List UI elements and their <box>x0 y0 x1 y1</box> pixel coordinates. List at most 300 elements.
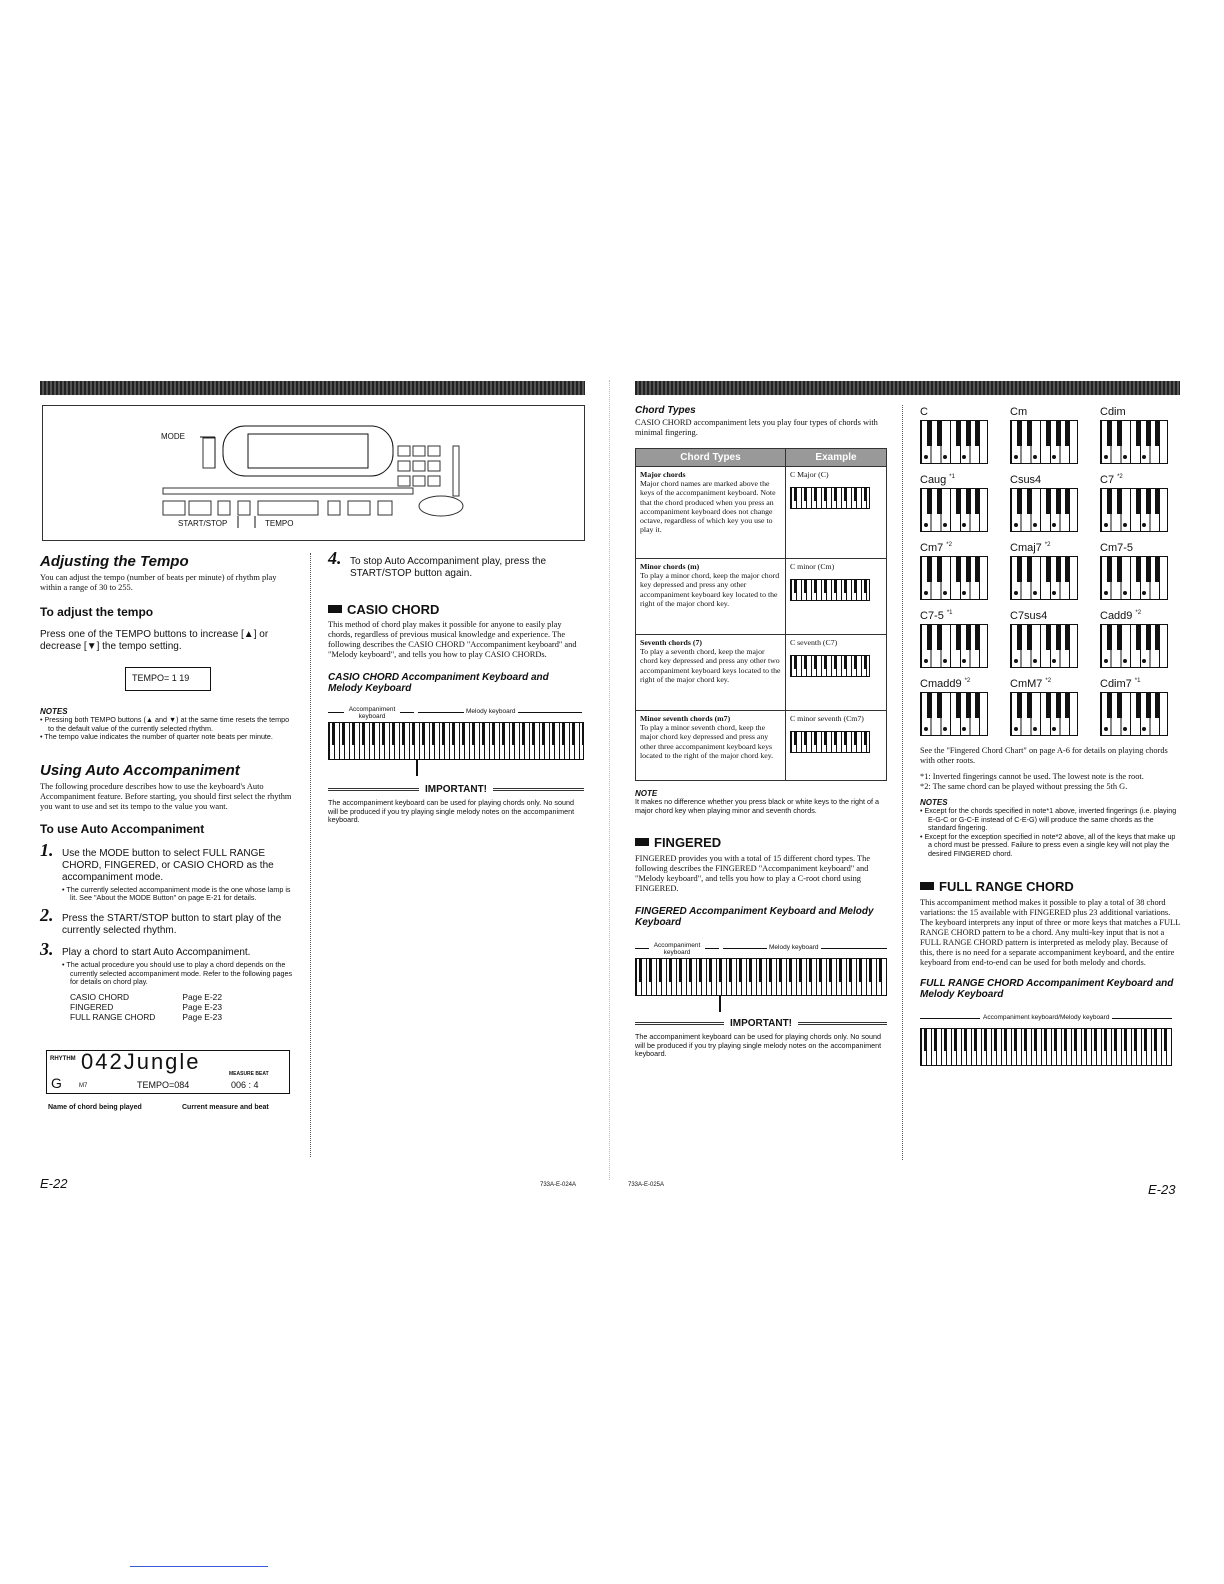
chord-name <box>920 474 1010 486</box>
black-key <box>927 625 932 650</box>
table-row <box>636 635 887 711</box>
casio-text: This method of chord play makes it possible for anyone to easily play chords, regardless of previous musical knowledge and experience. The following describes the CASIO CHORD "Accompaniment keyboard" and "Melody keyboard", and tells you how to play CASIO CHORDs. <box>328 620 577 659</box>
chord-name-text: C7sus4 <box>1010 610 1048 622</box>
left-column-divider <box>310 553 311 1157</box>
chord-name <box>920 406 1010 418</box>
ref-3-page: Page E-23 <box>182 1011 222 1022</box>
step-2-text: Press the START/STOP button to start play of the currently selected rhythm. <box>62 912 282 936</box>
black-key <box>1146 625 1151 650</box>
pressed-key-dot <box>962 727 966 731</box>
ct-row-1-name: Major chords <box>640 470 686 479</box>
black-key <box>1107 557 1112 582</box>
auto-title: Using Auto Accompaniment <box>40 761 240 779</box>
pressed-key-dot <box>1123 591 1127 595</box>
chord-name <box>920 678 1010 690</box>
page-gutter <box>609 380 610 1180</box>
chord-name <box>1100 610 1190 622</box>
black-key <box>1017 625 1022 650</box>
pressed-key-dot <box>1014 455 1018 459</box>
right-column-divider <box>902 405 903 1160</box>
ct-header-example: Example <box>786 449 887 467</box>
pressed-key-dot <box>1014 727 1018 731</box>
black-key <box>1117 557 1122 582</box>
chord-keys <box>920 420 988 464</box>
black-key <box>1065 557 1070 582</box>
right-notes <box>920 807 1180 859</box>
chord-diagram <box>920 678 1010 736</box>
pressed-key-dot <box>943 727 947 731</box>
black-key <box>1056 693 1061 718</box>
casio-range <box>328 706 584 722</box>
black-key <box>1107 421 1112 446</box>
black-key <box>966 625 971 650</box>
ref-2-name: FINGERED <box>70 1001 114 1012</box>
black-key <box>1146 693 1151 718</box>
ct-row-4-keys <box>790 731 870 753</box>
ct-row-3-keys <box>790 655 870 677</box>
step-1-text: Use the MODE button to select FULL RANGE CHORD, FINGERED, or CASIO CHORD as the accompaniment mode. <box>62 847 274 883</box>
chord-name <box>920 610 1010 622</box>
chord-name-text: Cdim <box>1100 406 1126 418</box>
black-key <box>1117 421 1122 446</box>
casio-mel-label: Melody keyboard <box>466 708 516 715</box>
pressed-key-dot <box>943 659 947 663</box>
chord-name-text: CmM7 <box>1010 678 1043 690</box>
black-key <box>1017 557 1022 582</box>
black-key <box>1117 625 1122 650</box>
chord-diagram <box>1100 610 1190 668</box>
adjust-text: Press one of the TEMPO buttons to increase [▲] or decrease [▼] the tempo setting. <box>40 629 269 652</box>
black-key <box>1117 693 1122 718</box>
chord-footnote-mark: *1 <box>1134 678 1141 685</box>
step-3-text: Play a chord to start Auto Accompaniment. <box>62 946 251 958</box>
black-key <box>975 489 980 514</box>
tempo-display-text: TEMPO= 1 19 <box>132 673 190 683</box>
pressed-key-dot <box>1014 659 1018 663</box>
chord-diagram <box>1010 542 1100 600</box>
black-key <box>937 489 942 514</box>
right-code: 733A-E-025A <box>628 1182 665 1188</box>
adjust-notes <box>40 716 296 742</box>
black-key <box>1136 693 1141 718</box>
pressed-key-dot <box>1123 727 1127 731</box>
step-3: 3. Play a chord to start Auto Accompaniment. • The actual procedure you should use to play a chord depends on the currently selected accompaniment mode. Refer to the following pages for details on chord play. CASIO CHORD Page E-22 FINGERED Page E-23 FULL RANGE CHORD Page E-23 <box>40 947 296 1022</box>
black-key <box>1046 421 1051 446</box>
black-key <box>937 421 942 446</box>
chord-grid <box>920 406 1180 736</box>
ref-2-page: Page E-23 <box>182 1001 222 1012</box>
ct-row-1-keys <box>790 487 870 509</box>
ct-row-3-ex: C seventh (C7) <box>790 638 838 647</box>
black-key <box>956 557 961 582</box>
left-column-1 <box>40 553 296 1022</box>
adjust-intro: You can adjust the tempo (number of beats per minute) of rhythm play within a range of 30 to 255. <box>40 573 277 592</box>
black-key <box>975 693 980 718</box>
chord-name <box>1010 542 1100 554</box>
ct-row-4-desc: To play a minor seventh chord, keep the major chord key depressed and press any other three accompaniment keyboard keys located to the right of the major chord key. <box>640 723 774 760</box>
adjust-title: Adjusting the Tempo <box>40 553 189 570</box>
pressed-key-dot <box>1142 523 1146 527</box>
chord-diagram <box>1100 474 1190 532</box>
black-key <box>1056 625 1061 650</box>
black-key <box>927 693 932 718</box>
pressed-key-dot <box>1104 591 1108 595</box>
panel-drawing <box>43 406 586 542</box>
lcd-m7: M7 <box>79 1083 88 1089</box>
chord-keys <box>1010 420 1078 464</box>
chord-footnote-mark: *1 <box>946 610 953 617</box>
black-key <box>1155 421 1160 446</box>
pressed-key-dot <box>1104 523 1108 527</box>
keyboard-panel-illustration <box>42 405 585 541</box>
step-1-note: • The currently selected accompaniment mode is the one whose lamp is lit. See "About the MODE Button" on page E-21 for details. <box>62 886 296 903</box>
ct-row-3-desc: To play a seventh chord, keep the major chord key depressed and press any other two accompaniment keyboard keys located to the right of the major chord key. <box>640 647 781 684</box>
black-key <box>1027 421 1032 446</box>
pressed-key-dot <box>924 727 928 731</box>
black-key <box>1056 489 1061 514</box>
pressed-key-dot <box>1052 727 1056 731</box>
chord-name <box>1010 474 1100 486</box>
lcd-measure-label: MEASURE BEAT <box>229 1071 269 1077</box>
left-column-2 <box>328 548 584 825</box>
chord-name-text: Cm7-5 <box>1100 542 1134 554</box>
ct-header-types: Chord Types <box>636 449 786 467</box>
chord-types-table <box>635 448 887 781</box>
pressed-key-dot <box>962 659 966 663</box>
fingered-important <box>635 1018 887 1029</box>
chord-diagram <box>1010 610 1100 668</box>
full-range-label: Accompaniment keyboard/Melody keyboard <box>980 1014 1112 1021</box>
black-key <box>975 421 980 446</box>
chord-footnote-mark: *2 <box>946 542 952 549</box>
casio-sub: CASIO CHORD Accompaniment Keyboard and Melody Keyboard <box>328 672 549 694</box>
chord-name <box>1100 406 1190 418</box>
black-key <box>966 489 971 514</box>
fingered-text: FINGERED provides you with a total of 15 different chord types. The following describes the FINGERED "Accompaniment keyboard" and "Melody keyboard", and tells you how to play a C-root chord using FINGERED. <box>635 854 871 894</box>
pressed-key-dot <box>1104 659 1108 663</box>
pressed-key-dot <box>1052 455 1056 459</box>
bottom-link-line <box>130 1566 268 1567</box>
table-row <box>636 559 887 635</box>
ct-note-title: NOTE <box>635 789 658 798</box>
ct-row-3-name: Seventh chords (7) <box>640 638 702 647</box>
footnote-2: *2: The same chord can be played without pressing the 5th G. <box>920 782 1128 791</box>
chord-name-text: Cm <box>1010 406 1028 418</box>
table-row <box>636 467 887 559</box>
chord-diagram <box>920 542 1010 600</box>
chord-footnote-mark: *2 <box>1135 610 1142 617</box>
black-key <box>1046 693 1051 718</box>
step-4-text: To stop Auto Accompaniment play, press the START/STOP button again. <box>350 556 547 579</box>
casio-important-title: IMPORTANT! <box>424 784 488 795</box>
chord-diagram <box>1100 542 1190 600</box>
right-notes-title: NOTES <box>920 798 948 807</box>
ct-row-4-name: Minor seventh chords (m7) <box>640 714 731 723</box>
black-key <box>1107 625 1112 650</box>
right-note-2: • Except for the exception specified in note*2 above, all of the keys that make up a chord must be pressed. Failure to press even a single key will not play the desired FINGERED chord. <box>920 833 1180 859</box>
ref-1-page: Page E-22 <box>182 991 222 1002</box>
casio-acc-label: Accompaniment keyboard <box>344 706 400 720</box>
pressed-key-dot <box>1142 659 1146 663</box>
black-key <box>937 625 942 650</box>
right-header-bar <box>635 381 1180 395</box>
pressed-key-dot <box>1014 591 1018 595</box>
right-column-2 <box>920 406 1180 1066</box>
ref-1-name: CASIO CHORD <box>70 991 130 1002</box>
pressed-key-dot <box>943 591 947 595</box>
chord-keys <box>920 556 988 600</box>
pressed-key-dot <box>924 455 928 459</box>
chord-footnote-mark: *2 <box>964 678 971 685</box>
chord-name-text: C <box>920 406 928 418</box>
pressed-key-dot <box>924 523 928 527</box>
chord-name-text: Csus4 <box>1010 474 1042 486</box>
pressed-key-dot <box>1033 659 1037 663</box>
fingered-mel-label: Melody keyboard <box>769 944 819 952</box>
chord-keys <box>1100 692 1168 736</box>
step-3-note: • The actual procedure you should use to play a chord depends on the currently selected accompaniment mode. Refer to the following pages for details on chord play. <box>62 961 296 987</box>
black-key <box>927 557 932 582</box>
chord-name <box>1010 406 1100 418</box>
chord-name <box>1100 542 1190 554</box>
black-key <box>1107 489 1112 514</box>
black-key <box>1146 421 1151 446</box>
left-page-number: E-22 <box>40 1176 68 1191</box>
black-key <box>966 557 971 582</box>
pressed-key-dot <box>1142 727 1146 731</box>
ct-row-4-ex: C minor seventh (Cm7) <box>790 714 864 723</box>
ct-row-2-keys <box>790 579 870 601</box>
casio-title: CASIO CHORD <box>328 602 584 617</box>
ref-list <box>62 992 222 1022</box>
step-4: 4. To stop Auto Accompaniment play, press the START/STOP button again. <box>328 548 547 579</box>
fingered-imp-text: The accompaniment keyboard can be used for playing chords only. No sound will be produced if you try playing single melody notes on the accompaniment keyboard. <box>635 1032 882 1059</box>
chord-keys <box>1010 556 1078 600</box>
pressed-key-dot <box>1014 523 1018 527</box>
chord-diagram <box>920 610 1010 668</box>
black-key <box>937 557 942 582</box>
casio-keyboard <box>328 722 584 760</box>
pressed-key-dot <box>1123 523 1127 527</box>
pressed-key-dot <box>962 523 966 527</box>
auto-intro: The following procedure describes how to use the keyboard's Auto Accompaniment feature. Before starting, you should first select the rhythm you want to use and set its tempo to the value you want. <box>40 781 292 811</box>
pressed-key-dot <box>1142 591 1146 595</box>
chord-name <box>920 542 1010 554</box>
black-key <box>927 421 932 446</box>
chord-name-text: C7-5 <box>920 610 944 622</box>
ct-row-1-desc: Major chord names are marked above the keys of the accompaniment keyboard. Note that the chord produced when you press an accompaniment keyboard does not change octave, regardless of which key you use to play it. <box>640 479 776 535</box>
pressed-key-dot <box>1123 659 1127 663</box>
pressed-key-dot <box>962 455 966 459</box>
tempo-label: TEMPO <box>265 519 294 528</box>
chord-footnote-mark: *2 <box>1045 678 1052 685</box>
black-key <box>1027 693 1032 718</box>
chord-keys <box>1010 624 1078 668</box>
black-key <box>1136 421 1141 446</box>
pressed-key-dot <box>943 523 947 527</box>
step-2: 2. Press the START/STOP button to start play of the currently selected rhythm. <box>40 904 282 936</box>
rhythm-lcd <box>46 1050 290 1094</box>
black-key <box>1056 421 1061 446</box>
chord-keys <box>920 692 988 736</box>
black-key <box>1017 693 1022 718</box>
pressed-key-dot <box>1052 659 1056 663</box>
black-key <box>1146 489 1151 514</box>
chord-name <box>1010 610 1100 622</box>
chord-name-text: C7 <box>1100 474 1115 486</box>
black-key <box>956 421 961 446</box>
pressed-key-dot <box>1033 727 1037 731</box>
chord-name-text: Cmaj7 <box>1010 542 1042 554</box>
chord-name-text: Cdim7 <box>1100 678 1132 690</box>
black-key <box>1155 557 1160 582</box>
black-key <box>1065 693 1070 718</box>
fingered-important-title: IMPORTANT! <box>729 1018 793 1030</box>
chord-diagram <box>1010 678 1100 736</box>
lcd-measure-beat: 006 : 4 <box>231 1080 259 1090</box>
black-key <box>975 625 980 650</box>
ct-row-2-ex: C minor (Cm) <box>790 562 835 571</box>
pressed-key-dot <box>1033 523 1037 527</box>
ct-row-2-name: Minor chords (m) <box>640 562 700 571</box>
chord-diagram <box>920 406 1010 464</box>
pressed-key-dot <box>1052 523 1056 527</box>
adjust-notes-title: NOTES <box>40 707 68 716</box>
caption-chord-name: Name of chord being played <box>48 1104 142 1111</box>
black-key <box>1027 489 1032 514</box>
chord-diagram <box>920 474 1010 532</box>
black-key <box>1046 489 1051 514</box>
pressed-key-dot <box>1052 591 1056 595</box>
black-key <box>966 693 971 718</box>
chord-name-text: Caug <box>920 474 947 486</box>
black-key <box>1107 693 1112 718</box>
adjust-note-1: • Pressing both TEMPO buttons (▲ and ▼) at the same time resets the tempo to the default value of the currently selected rhythm. <box>40 716 296 733</box>
pressed-key-dot <box>924 659 928 663</box>
black-key <box>1056 557 1061 582</box>
right-column-1 <box>635 405 887 1059</box>
full-keyboard <box>920 1028 1172 1066</box>
chord-name <box>1100 474 1190 486</box>
black-key <box>1155 625 1160 650</box>
lcd-main-text: 042Jungle <box>81 1049 201 1074</box>
black-key <box>1065 489 1070 514</box>
full-text: This accompaniment method makes it possible to play a total of 38 chord variations: the 15 available with FINGERED plus 23 additional variations. The keyboard interprets any input of three or more keys that matches a FULL RANGE CHORD pattern to be a chord. Any multi-key input that is not a FULL RANGE CHORD pattern is interpreted as melody play. Because of this, there is no need for a separate accompaniment keyboard, and the entire keyboard from end-to-end can be used for both melody and chords. <box>920 897 1180 967</box>
fingered-acc-label: Accompaniment keyboard <box>649 942 705 956</box>
black-key <box>956 625 961 650</box>
auto-sub: To use Auto Accompaniment <box>40 821 205 836</box>
chord-keys <box>1010 488 1078 532</box>
chord-keys <box>1010 692 1078 736</box>
pressed-key-dot <box>1142 455 1146 459</box>
pressed-key-dot <box>1104 727 1108 731</box>
fingered-range <box>635 942 887 958</box>
fingered-split <box>719 996 887 1012</box>
black-key <box>1136 557 1141 582</box>
chord-name-text: Cm7 <box>920 542 944 554</box>
black-key <box>927 489 932 514</box>
black-key <box>1155 489 1160 514</box>
left-header-bar <box>40 381 585 395</box>
step-1: 1. Use the MODE button to select FULL RANGE CHORD, FINGERED, or CASIO CHORD as the accompaniment mode. • The currently selected accompaniment mode is the one whose lamp is lit. See "About the MODE Button" on page E-21 for details. <box>40 848 296 903</box>
chord-name-text: Cadd9 <box>1100 610 1133 622</box>
black-key <box>1146 557 1151 582</box>
black-key <box>956 489 961 514</box>
fingered-title: FINGERED <box>635 835 887 850</box>
chord-keys <box>1100 420 1168 464</box>
ref-3-name: FULL RANGE CHORD <box>70 1011 156 1022</box>
chord-diagram <box>1100 406 1190 464</box>
left-code: 733A-E-024A <box>540 1182 577 1188</box>
tempo-display <box>125 667 211 691</box>
chord-keys <box>920 624 988 668</box>
black-key <box>1027 557 1032 582</box>
pressed-key-dot <box>1104 455 1108 459</box>
chord-types-intro: CASIO CHORD accompaniment lets you play four types of chords with minimal fingering. <box>635 418 878 437</box>
black-key <box>1155 693 1160 718</box>
chord-keys <box>920 488 988 532</box>
fingered-sub: FINGERED Accompaniment Keyboard and Melody Keyboard <box>635 906 874 929</box>
chord-diagram <box>1100 678 1190 736</box>
footnote-1: *1: Inverted fingerings cannot be used. The lowest note is the root. <box>920 772 1144 781</box>
fingered-keyboard <box>635 958 887 996</box>
black-key <box>1136 489 1141 514</box>
caption-measure-beat: Current measure and beat <box>182 1104 269 1111</box>
start-stop-label: START/STOP <box>178 519 228 528</box>
black-key <box>1046 557 1051 582</box>
chord-keys <box>1100 488 1168 532</box>
chord-diagram <box>1010 406 1100 464</box>
lcd-tempo: TEMPO=084 <box>137 1080 190 1090</box>
see-chart: See the "Fingered Chord Chart" on page A-6 for details on playing chords with other roots. <box>920 746 1168 765</box>
table-row <box>636 711 887 781</box>
black-key <box>1017 489 1022 514</box>
ct-row-1-ex: C Major (C) <box>790 470 829 479</box>
casio-imp-text: The accompaniment keyboard can be used for playing chords only. No sound will be produced if you try playing single melody notes on the accompaniment keyboard. <box>328 798 575 825</box>
full-sub: FULL RANGE CHORD Accompaniment Keyboard and Melody Keyboard <box>920 977 1174 1000</box>
chord-name <box>1010 678 1100 690</box>
black-key <box>1136 625 1141 650</box>
chord-diagram <box>1010 474 1100 532</box>
pressed-key-dot <box>1123 455 1127 459</box>
lcd-rhythm-label: RHYTHM <box>50 1056 76 1062</box>
casio-split <box>416 760 584 776</box>
chord-name <box>1100 678 1190 690</box>
black-key <box>1017 421 1022 446</box>
chord-name-text: Cmadd9 <box>920 678 962 690</box>
black-key <box>1046 625 1051 650</box>
black-key <box>966 421 971 446</box>
black-key <box>1117 489 1122 514</box>
chord-footnote-mark: *2 <box>1044 542 1051 549</box>
black-key <box>975 557 980 582</box>
pressed-key-dot <box>1033 591 1037 595</box>
adjust-sub: To adjust the tempo <box>40 605 154 619</box>
black-key <box>1065 421 1070 446</box>
black-key <box>1065 625 1070 650</box>
black-key <box>956 693 961 718</box>
pressed-key-dot <box>943 455 947 459</box>
ct-note: It makes no difference whether you press black or white keys to the right of a major chord key when playing minor and seventh chords. <box>635 797 879 815</box>
casio-important <box>328 784 584 795</box>
chord-types-title: Chord Types <box>635 405 696 416</box>
pressed-key-dot <box>1033 455 1037 459</box>
chord-footnote-mark: *2 <box>1117 474 1123 481</box>
chord-keys <box>1100 624 1168 668</box>
pressed-key-dot <box>924 591 928 595</box>
black-key <box>937 693 942 718</box>
mode-label: MODE <box>161 432 185 441</box>
